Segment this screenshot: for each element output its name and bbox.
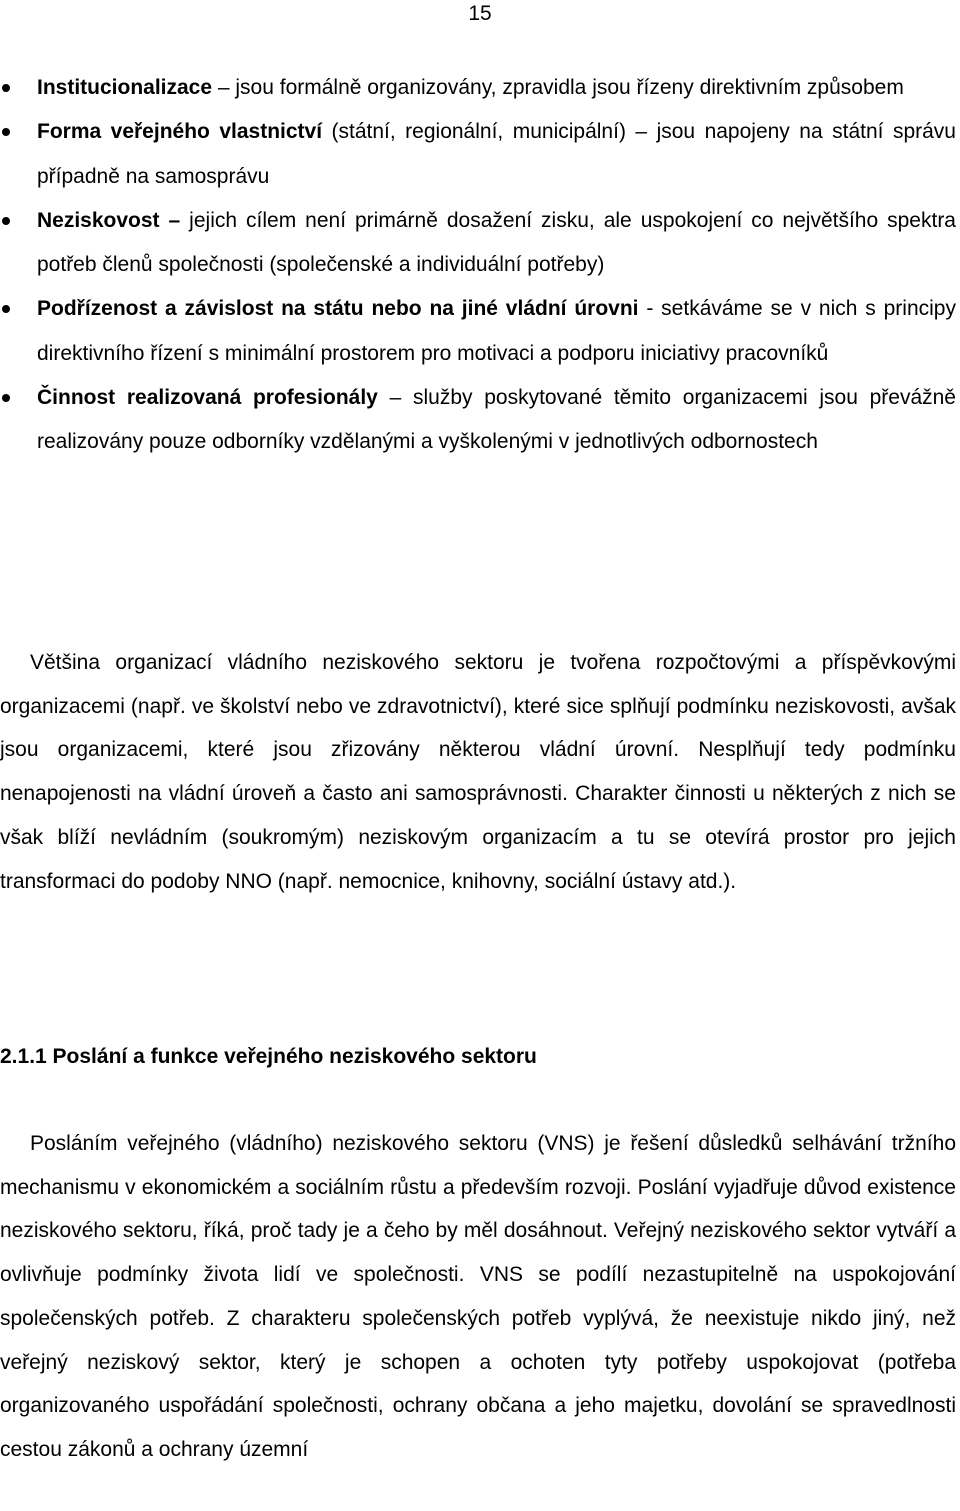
bullet-icon [2,84,10,92]
list-item [0,287,960,376]
bullet-icon [2,394,10,402]
bullet-term: Forma veřejného vlastnictví [37,120,323,144]
bullet-term: Neziskovost – [37,208,181,232]
list-item [0,376,960,465]
section-heading: 2.1.1 Poslání a funkce veřejného neziskového sektoru [0,1045,537,1068]
bullet-list [0,66,960,465]
bullet-text: (státní, regionální, municipální) – jsou napojeny na státní správu případně na samosprávu [37,120,956,188]
bullet-text: - setkáváme se v nich s principy direktivního řízení s minimální prostorem pro motivaci a podporu iniciativy pracovníků [37,297,956,365]
list-item [0,110,960,199]
bullet-text: – jsou formálně organizovány, zpravidla jsou řízeny direktivním způsobem [212,76,904,99]
bullet-text: – služby poskytované těmito organizacemi jsou převážně realizovány pouze odborníky vzdělanými a vyškolenými v jednotlivých odbornostech [37,386,956,454]
body-paragraph-2: Posláním veřejného (vládního) neziskového sektoru (VNS) je řešení důsledků selhávání tržního mechanismu v ekonomickém a sociálním růstu a především rozvoji. Poslání vyjadřuje důvod existence neziskového sektoru, říká, proč tady je a čeho by měl dosáhnout. Veřejný neziskového sektor vytváří a ovlivňuje podmínky života lidí ve společnosti. VNS se podílí nezastupitelně na uspokojování společenských potřeb. Z charakteru společenských potřeb vyplývá, že neexistuje nikdo jiný, než veřejný neziskový sektor, který je schopen a ochoten tyty potřeby uspokojovat (potřeba organizovaného uspořádání společnosti, ochrany občana a jeho majetku, dovolání se spravedlnosti cestou zákonů a ochrany územní [0,1132,956,1461]
bullet-text: jejich cílem není primárně dosažení zisku, ale uspokojení co největšího spektra potřeb členů společnosti (společenské a individuální potřeby) [37,208,956,277]
bullet-term: Podřízenost a závislost na státu nebo na jiné vládní úrovni [37,297,639,321]
bullet-icon [2,305,10,313]
list-item [0,66,960,110]
page-number: 15 [468,2,492,25]
body-paragraph-1: Většina organizací vládního neziskového sektoru je tvořena rozpočtovými a příspěvkovými organizacemi (např. ve školství nebo ve zdravotnictví), které sice splňují podmínku neziskovosti, avšak jsou organizacemi, které jsou zřizovány některou vládní úrovní. Nesplňují tedy podmínku nenapojenosti na vládní úroveň a často ani samosprávnosti. Charakter činnosti u některých z nich se však blíží nevládním (soukromým) neziskovým organizacím a tu se otevírá prostor pro jejich transformaci do podoby NNO (např. nemocnice, knihovny, sociální ústavy atd.). [0,651,956,893]
bullet-icon [2,217,10,225]
bullet-icon [2,128,10,136]
list-item [0,199,960,288]
bullet-term: Institucionalizace [37,76,213,99]
bullet-term: Činnost realizovaná profesionály [37,386,378,410]
